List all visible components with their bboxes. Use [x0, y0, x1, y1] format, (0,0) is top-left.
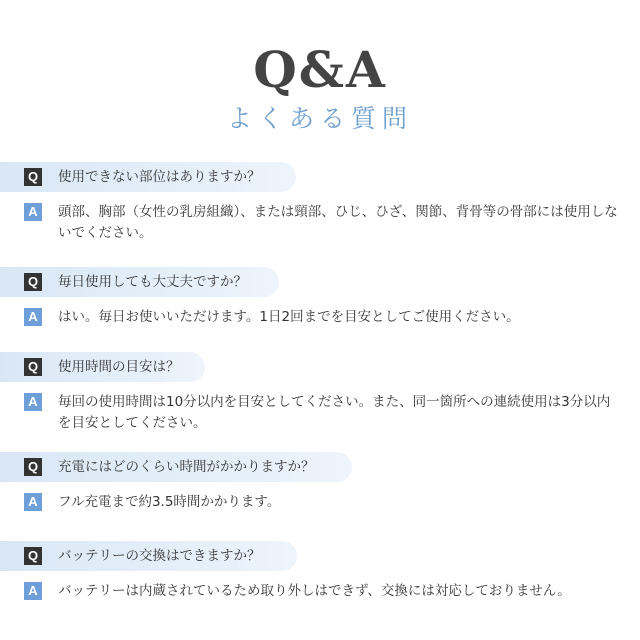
question-badge: Q	[24, 547, 42, 565]
question-badge: Q	[24, 358, 42, 376]
answer-text: バッテリーは内蔵されているため取り外しはできず、交換には対応しておりません。	[58, 583, 571, 599]
question-badge: Q	[24, 168, 42, 186]
answer-text: 頭部、胸部（女性の乳房組織）、または頸部、ひじ、ひざ、関節、背骨等の骨部には使用しないでください。	[58, 204, 618, 241]
answer-text: 毎回の使用時間は10分以内を目安としてください。また、同一箇所への連続使用は3分以内を目安としてください。	[58, 394, 611, 431]
answer-badge: A	[24, 308, 42, 326]
question-badge: Q	[24, 273, 42, 291]
question-text: 使用できない部位はありますか？	[58, 169, 261, 185]
answer-badge: A	[24, 203, 42, 221]
question-badge: Q	[24, 458, 42, 476]
page-subtitle: よくある質問	[226, 104, 413, 133]
answer-text: はい。毎日お使いいただけます。1日2回までを目安としてご使用ください。	[58, 309, 520, 325]
question-text: 使用時間の目安は？	[58, 359, 180, 375]
question-text: バッテリーの交換はできますか？	[58, 548, 261, 564]
question-text: 充電にはどのくらい時間がかかりますか？	[58, 459, 315, 475]
answer-badge: A	[24, 582, 42, 600]
question-text: 毎日使用しても大丈夫ですか？	[58, 274, 247, 290]
answer-text: フル充電まで約3.5時間かかります。	[58, 494, 281, 510]
answer-badge: A	[24, 393, 42, 411]
answer-badge: A	[24, 493, 42, 511]
page-title: Q&A	[253, 40, 387, 99]
